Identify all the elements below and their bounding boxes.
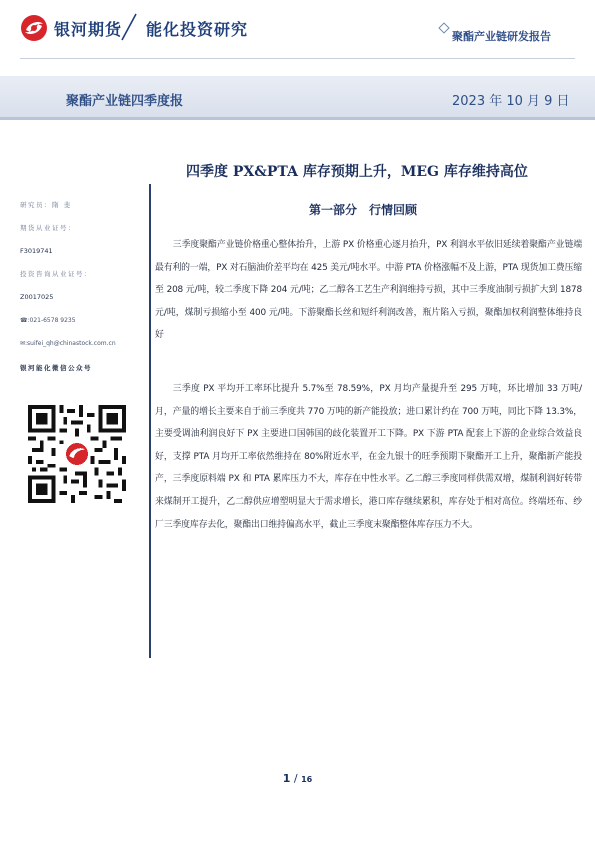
page-number [0,772,595,785]
galaxy-logo-icon [20,14,48,42]
brand-divider [118,12,140,42]
band-underline [0,117,595,120]
futures-cert-label: 期货从业证号： [20,224,76,232]
email[interactable]: ✉:suifei_qh@chinastock.com.cn [20,340,116,347]
sidebar-divider [149,184,151,658]
qr-code[interactable] [28,405,126,503]
current-page: 1 [282,772,291,785]
brand-name: 银河期货 [54,20,123,39]
phone: ☎:021-6578 9235 [20,317,76,324]
report-date: 2023 年 10 月 9 日 [452,94,570,109]
analyst-row [20,200,140,211]
wechat-label: 银河能化微信公众号 [20,364,92,372]
report-type: 聚酯产业链研发报告 [452,30,551,43]
band-title: 聚酯产业链四季度报 [66,94,184,109]
page-separator: / [293,772,298,785]
total-pages: 16 [301,775,313,784]
diamond-icon [438,22,449,33]
analyst-sidebar [20,200,140,372]
section-title: 第一部分 行情回顾 [309,203,418,217]
analyst-name: 隋 斐 [52,201,72,209]
consult-cert: Z0017025 [20,293,54,301]
division-name: 能化投资研究 [146,20,249,39]
page-title: 四季度 PX&PTA 库存预期上升，MEG 库存维持高位 [186,164,528,180]
futures-cert: F3019741 [20,247,53,255]
paragraph-2: 三季度 PX 平均开工率环比提升 5.7%至 78.59%，PX 月均产量提升至 295 万吨，环比增加 33 万吨/月，产量的增长主要来自于前三季度共 770 万吨的新产能投放；进口累计约在 700 万吨，同比下降 13.3%，主要受调油利润良好下 PX 主要进口国韩国的歧化装置开工下降。PX 下游 PTA 配套上下游的企业综合效益良好，支撑 PTA 月均开工率依然维持在 80%附近水平，在金九银十的旺季预期下聚酯开工上升，聚酯新产能投产，三季度原料端 PX 和 PTA 累库压力不大，库存在中性水平。乙二醇三季度同样供需双增，煤制利润好转带来煤制开工提升，乙二醇供应增塑明显大于需求增长，港口库存继续累积，库存处于相对高位。终端坯布、纱厂三季度库存去化，聚酯出口维持偏高水平，截止三季度末聚酯整体库存压力不大。 [155,384,582,530]
paragraph-1: 三季度聚酯产业链价格重心整体抬升，上游 PX 价格重心逐月抬升，PX 利润水平依旧延续着聚酯产业链端最有利的一端，PX 对石脑油价差平均在 425 美元/吨水平。中游 PTA 价格涨幅不及上游，PTA 现货加工费压缩至 208 元/吨，较二季度下降 204 元/吨；乙二醇各工艺生产利润维持亏损，其中三季度油制亏损扩大到 1878 元/吨，煤制亏损缩小至 400 元/吨。下游聚酯长丝和短纤利润改善，瓶片陷入亏损，聚酯加权利润整体维持良好 [155,240,582,341]
header-divider [20,58,575,59]
consult-cert-label: 投资咨询从业证号： [20,270,92,278]
analyst-label: 研究员： [20,201,52,209]
